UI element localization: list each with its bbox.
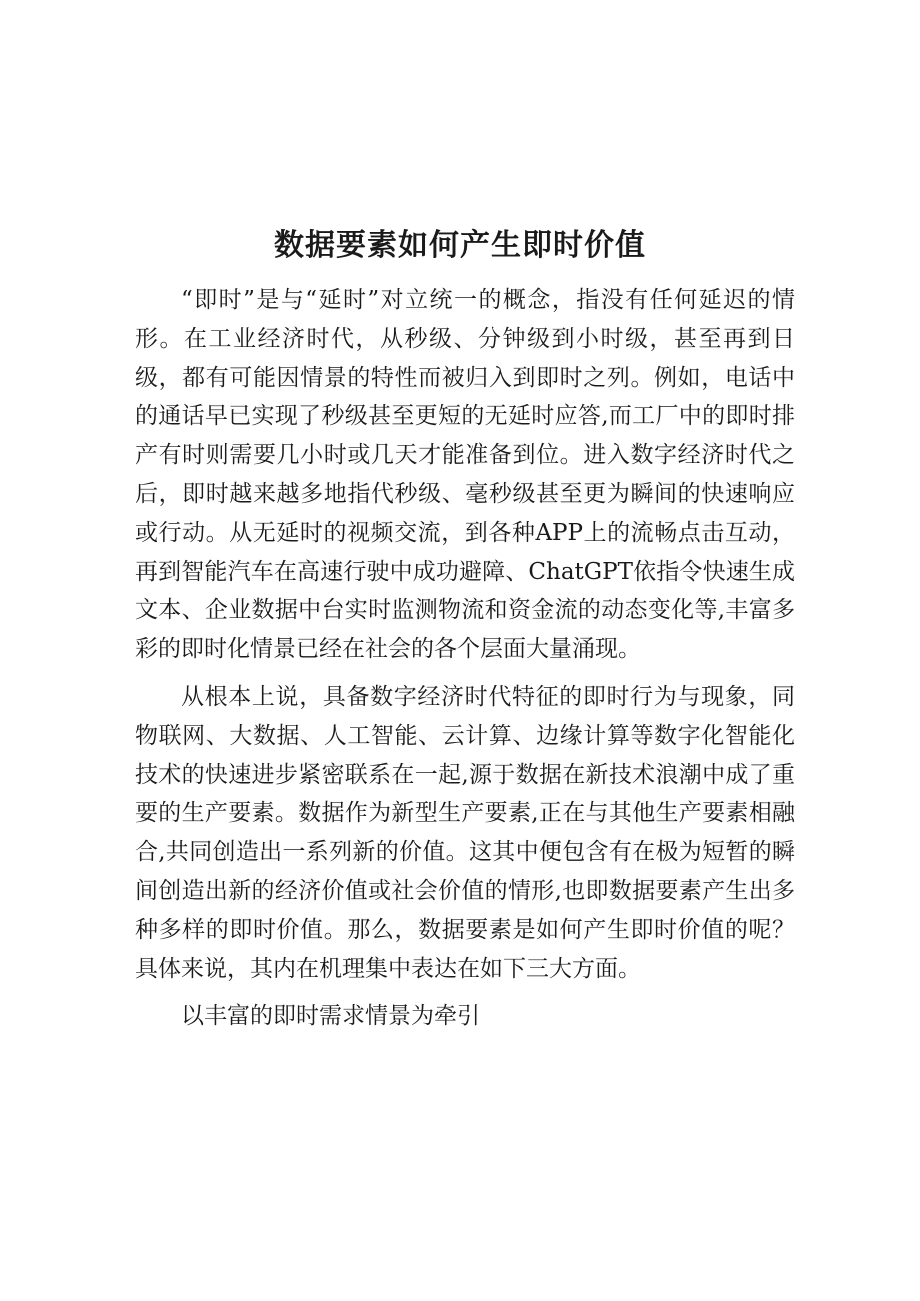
paragraph-2: 从根本上说，具备数字经济时代特征的即时行为与现象，同物联网、大数据、人工智能、云计算、边缘计算等数字化智能化技术的快速进步紧密联系在一起,源于数据在新技术浪潮中成了重要的生产要素。数据作为新型生产要素,正在与其他生产要素相融合,共同创造出一系列新的价值。这其中便包含有在极为短暂的瞬间创造出新的经济价值或社会价值的情形,也即数据要素产生出多种多样的即时价值。那么，数据要素是如何产生即时价值的呢？具体来说，其内在机理集中表达在如下三大方面。 [135, 683, 795, 982]
article-title: 数据要素如何产生即时价值 [274, 228, 646, 263]
section-heading: 以丰富的即时需求情景为牵引 [181, 1003, 480, 1030]
paragraph-1: “即时”是与“延时”对立统一的概念，指没有任何延迟的情形。在工业经济时代，从秒级、分钟级到小时级，甚至再到日级，都有可能因情景的特性而被归入到即时之列。例如，电话中的通话早已实现了秒级甚至更短的无延时应答,而工厂中的即时排产有时则需要几小时或几天才能准备到位。进入数字经济时代之后，即时越来越多地指代秒级、毫秒级甚至更为瞬间的快速响应或行动。从无延时的视频交流，到各种APP上的流畅点击互动，再到智能汽车在高速行驶中成功避障、ChatGPT依指令快速生成文本、企业数据中台实时监测物流和资金流的动态变化等,丰富多彩的即时化情景已经在社会的各个层面大量涌现。 [135, 287, 795, 663]
article-body [135, 281, 795, 1036]
